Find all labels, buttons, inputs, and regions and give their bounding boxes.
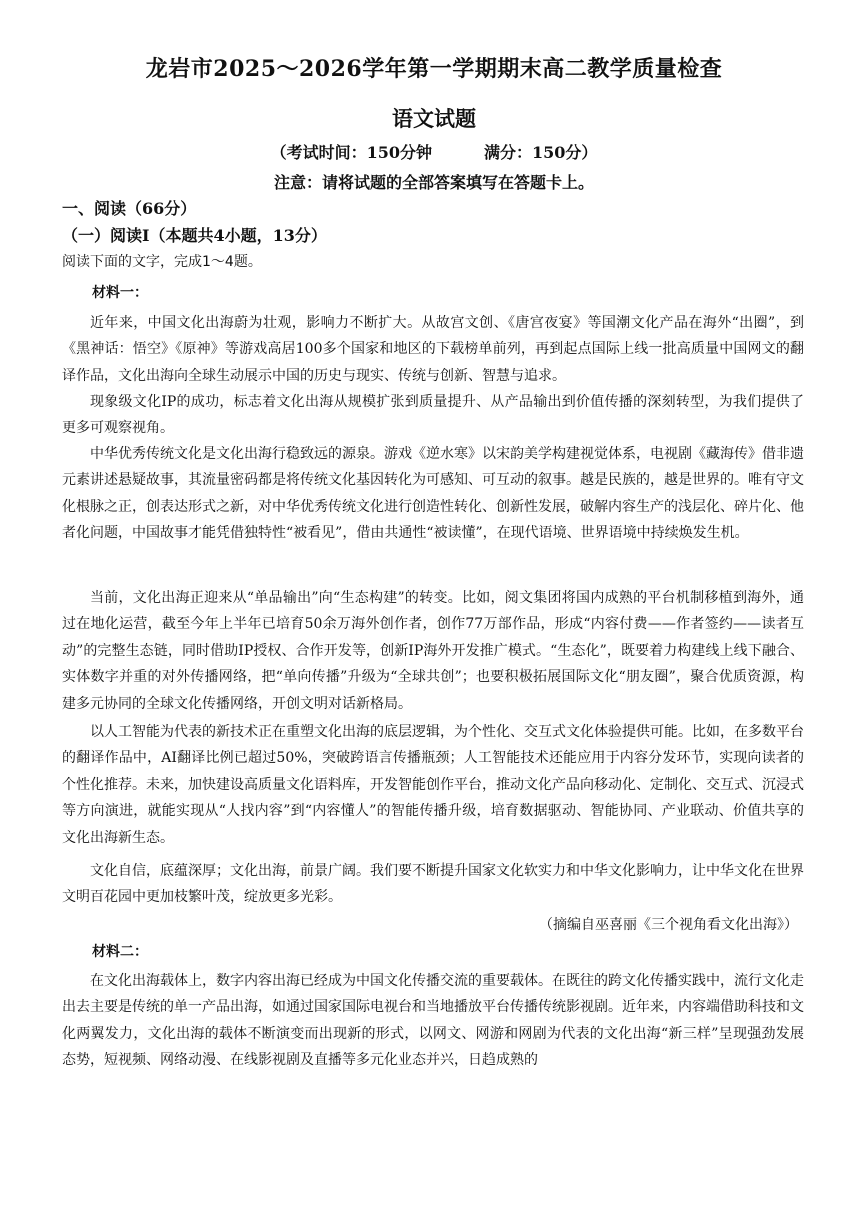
exam-notice: 注意：请将试题的全部答案填写在答题卡上。: [273, 173, 594, 192]
part-title: 一、阅读（66分）: [62, 199, 197, 218]
exam-subject: 语文试题: [392, 106, 476, 131]
material-2-paragraph-1: 在文化出海载体上，数字内容出海已经成为中国文化传播交流的重要载体。在既往的跨文化传播实践中，流行文化走出去主要是传统的单一产品出海，如通过国家国际电视台和当地播放平台传播传统影视剧。近年来，内容端借助科技和文化两翼发力，文化出海的载体不断演变而出现新的形式，以网文、网游和网剧为代表的文化出海“新三样”呈现强劲发展态势，短视频、网络动漫、在线影视剧及直播等多元化业态并兴，日趋成熟的: [62, 973, 804, 1069]
material-1-paragraph-4: 当前，文化出海正迎来从“单品输出”向“生态构建”的转变。比如，阅文集团将国内成熟的平台机制移植到海外，通过在地化运营，截至今年上半年已培育50余万海外创作者，创作77万部作品，形成“内容付费——作者签约——读者互动”的完整生态链，同时借助IP授权、合作开发等，创新IP海外开发推广模式。“生态化”，既要着力构建线上线下融合、实体数字并重的对外传播网络，把“单向传播”升级为“全球共创”；也要积极拓展国际文化“朋友圈”，聚合优质资源，构建多元协同的全球文化传播网络，开创文明对话新格局。: [62, 590, 804, 712]
material-1-source: （摘编自巫喜丽《三个视角看文化出海》）: [539, 917, 798, 933]
reading-section-title: （一）阅读Ⅰ（本题共4小题，13分）: [62, 226, 327, 245]
material-1-paragraph-5: 以人工智能为代表的新技术正在重塑文化出海的底层逻辑，为个性化、交互式文化体验提供可能。比如，在多数平台的翻译作品中，AI翻译比例已超过50%，突破跨语言传播瓶颈；人工智能技术还能应用于内容分发环节，实现向读者的个性化推荐。未来，加快建设高质量文化语料库，开发智能创作平台，推动文化产品向移动化、定制化、交互式、沉浸式等方向演进，就能实现从“人找内容”到“内容懂人”的智能传播升级，培育数据驱动、智能协同、产业联动、价值共享的文化出海新生态。: [62, 724, 804, 846]
material-1-paragraph-1: 近年来，中国文化出海蔚为壮观，影响力不断扩大。从故宫文创、《唐宫夜宴》等国潮文化产品在海外“出圈”，到《黑神话：悟空》《原神》等游戏高居100多个国家和地区的下载榜单前列，再到起点国际上线一批高质量中国网文的翻译作品，文化出海向全球生动展示中国的历史与现实、传统与创新、智慧与追求。: [62, 315, 804, 384]
material-1-label: 材料一：: [92, 285, 148, 301]
material-1-paragraph-6: 文化自信，底蕴深厚；文化出海，前景广阔。我们要不断提升国家文化软实力和中华文化影响力，让中华文化在世界文明百花园中更加枝繁叶茂，绽放更多光彩。: [62, 863, 804, 906]
reading-instruction: 阅读下面的文字，完成1～4题。: [62, 254, 262, 270]
material-1-paragraph-2: 现象级文化IP的成功，标志着文化出海从规模扩张到质量提升、从产品输出到价值传播的深刻转型，为我们提供了更多可观察视角。: [62, 394, 804, 437]
exam-full-score: 满分：150分）: [484, 143, 598, 162]
exam-title: 龙岩市2025～2026学年第一学期期末高二教学质量检查: [145, 56, 723, 82]
material-1-paragraph-3: 中华优秀传统文化是文化出海行稳致远的源泉。游戏《逆水寒》以宋韵美学构建视觉体系，电视剧《藏海传》借非遗元素讲述悬疑故事，其流量密码都是将传统文化基因转化为可感知、可互动的叙事。越是民族的，越是世界的。唯有守文化根脉之正，创表达形式之新，对中华优秀传统文化进行创造性转化、创新性发展，破解内容生产的浅层化、碎片化、他者化问题，中国故事才能凭借独特性“被看见”，借由共通性“被读懂”，在现代语境、世界语境中持续焕发生机。: [62, 446, 804, 542]
exam-time: （考试时间：150分钟: [270, 143, 432, 162]
material-2-label: 材料二：: [92, 944, 148, 960]
exam-duration-line: [0, 140, 868, 163]
